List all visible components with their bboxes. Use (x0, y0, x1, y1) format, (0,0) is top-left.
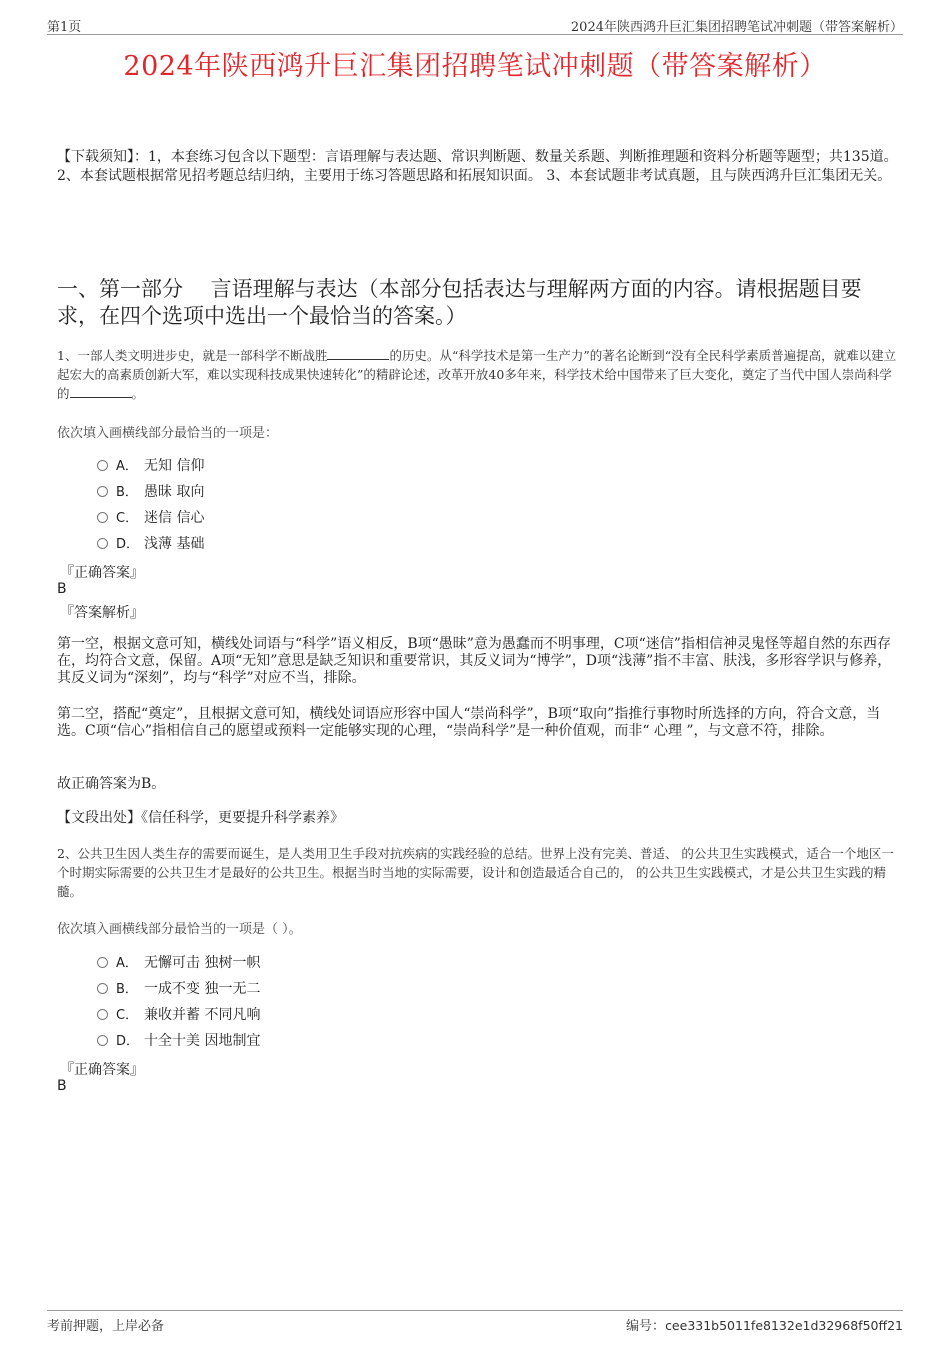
radio-icon[interactable] (97, 538, 108, 549)
q1-option-a[interactable]: A． 无知 信仰 (97, 456, 204, 476)
q1-option-b[interactable]: B． 愚昧 取向 (97, 482, 204, 502)
answer-blank (70, 385, 132, 398)
q1-option-d[interactable]: D． 浅薄 基础 (97, 534, 204, 554)
footer-code: 编号：cee331b5011fe8132e1d32968f50ff21 (626, 1318, 903, 1334)
question-2-prompt: 依次填入画横线部分最恰当的一项是（ ）。 (57, 922, 302, 937)
document-title: 2024年陕西鸿升巨汇集团招聘笔试冲刺题（带答案解析） (123, 51, 827, 82)
q1-analysis-label: 『答案解析』 (60, 605, 144, 621)
question-1-prompt: 依次填入画横线部分最恰当的一项是： (57, 426, 279, 441)
radio-icon[interactable] (97, 460, 108, 471)
q1-answer: B (57, 581, 67, 597)
q1-analysis-paragraph-1: 第一空，根据文意可知，横线处词语与“科学”语义相反，B项“愚昧”意为愚蠢而不明事理，C项“迷信”指相信神灵鬼怪等超自然的东西存在，均符合文意，保留。A项“无知”意思是缺乏知识和重要常识，其反义词为“博学”，D项“浅薄”指不丰富、肤浅，多形容学识与修养，其反义词为“深刻”，均与“科学”对应不当，排除。 (57, 636, 892, 686)
radio-icon[interactable] (97, 1009, 108, 1020)
header-title: 2024年陕西鸿升巨汇集团招聘笔试冲刺题（带答案解析） (570, 20, 903, 35)
q2-option-c[interactable]: C． 兼收并蓄 不同凡响 (97, 1005, 260, 1025)
answer-blank (327, 347, 389, 360)
page-header (47, 14, 903, 35)
radio-icon[interactable] (97, 983, 108, 994)
radio-icon[interactable] (97, 512, 108, 523)
question-2-stem: 2、公共卫生因人类生存的需要而诞生，是人类用卫生手段对抗疾病的实践经验的总结。世界上没有完美、普适、 的公共卫生实践模式，适合一个地区一个时期实际需要的公共卫生才是最好的公共卫生。根据当时当地的实际需要，设计和创造最适合自己的， 的公共卫生实践模式，才是公共卫生实践的精髓。 (57, 846, 894, 899)
q2-answer: B (57, 1078, 67, 1094)
radio-icon[interactable] (97, 957, 108, 968)
q1-conclusion: 故正确答案为B。 (57, 776, 166, 792)
q1-source: 【文段出处】《信任科学，更要提升科学素养》 (57, 810, 344, 826)
question-1-stem: 1、一部人类文明进步史，就是一部科学不断战胜 的历史。从“科学技术是第一生产力”的著名论断到“没有全民科学素质普遍提高，就难以建立起宏大的高素质创新大军，难以实现科技成果快速转化”的精辟论述，改革开放40多年来，科学技术给中国带来了巨大变化，奠定了当代中国人崇尚科学的 。 (57, 348, 897, 401)
radio-icon[interactable] (97, 1035, 108, 1046)
q1-analysis-paragraph-2: 第二空，搭配“奠定”，且根据文意可知，横线处词语应形容中国人“崇尚科学”，B项“取向”指推行事物时所选择的方向，符合文意，当选。C项“信心”指相信自己的愿望或预料一定能够实现的心理，“崇尚科学”是一种价值观，而非“ 心理 ”，与文意不符，排除。 (57, 706, 881, 739)
section-heading: 一、第一部分 言语理解与表达（本部分包括表达与理解两方面的内容。请根据题目要求，在四个选项中选出一个最恰当的答案。） (57, 277, 862, 328)
q1-answer-label: 『正确答案』 (60, 565, 144, 581)
page-footer (47, 1310, 903, 1333)
page-number: 第1页 (47, 20, 82, 35)
q2-answer-label: 『正确答案』 (60, 1062, 144, 1078)
download-notice: 【下载须知】：1，本套练习包含以下题型：言语理解与表达题、常识判断题、数量关系题、判断推理题和资料分析题等题型；共135道。 2、本套试题根据常见招考题总结归纳，主要用于练习答题思路和拓展知识面。 3、本套试题非考试真题，且与陕西鸿升巨汇集团无关。 (57, 149, 898, 184)
q1-option-c[interactable]: C． 迷信 信心 (97, 508, 204, 528)
footer-slogan: 考前押题，上岸必备 (47, 1319, 165, 1334)
q2-option-d[interactable]: D． 十全十美 因地制宜 (97, 1031, 260, 1051)
q2-option-a[interactable]: A． 无懈可击 独树一帜 (97, 953, 260, 973)
radio-icon[interactable] (97, 486, 108, 497)
q2-option-b[interactable]: B． 一成不变 独一无二 (97, 979, 260, 999)
